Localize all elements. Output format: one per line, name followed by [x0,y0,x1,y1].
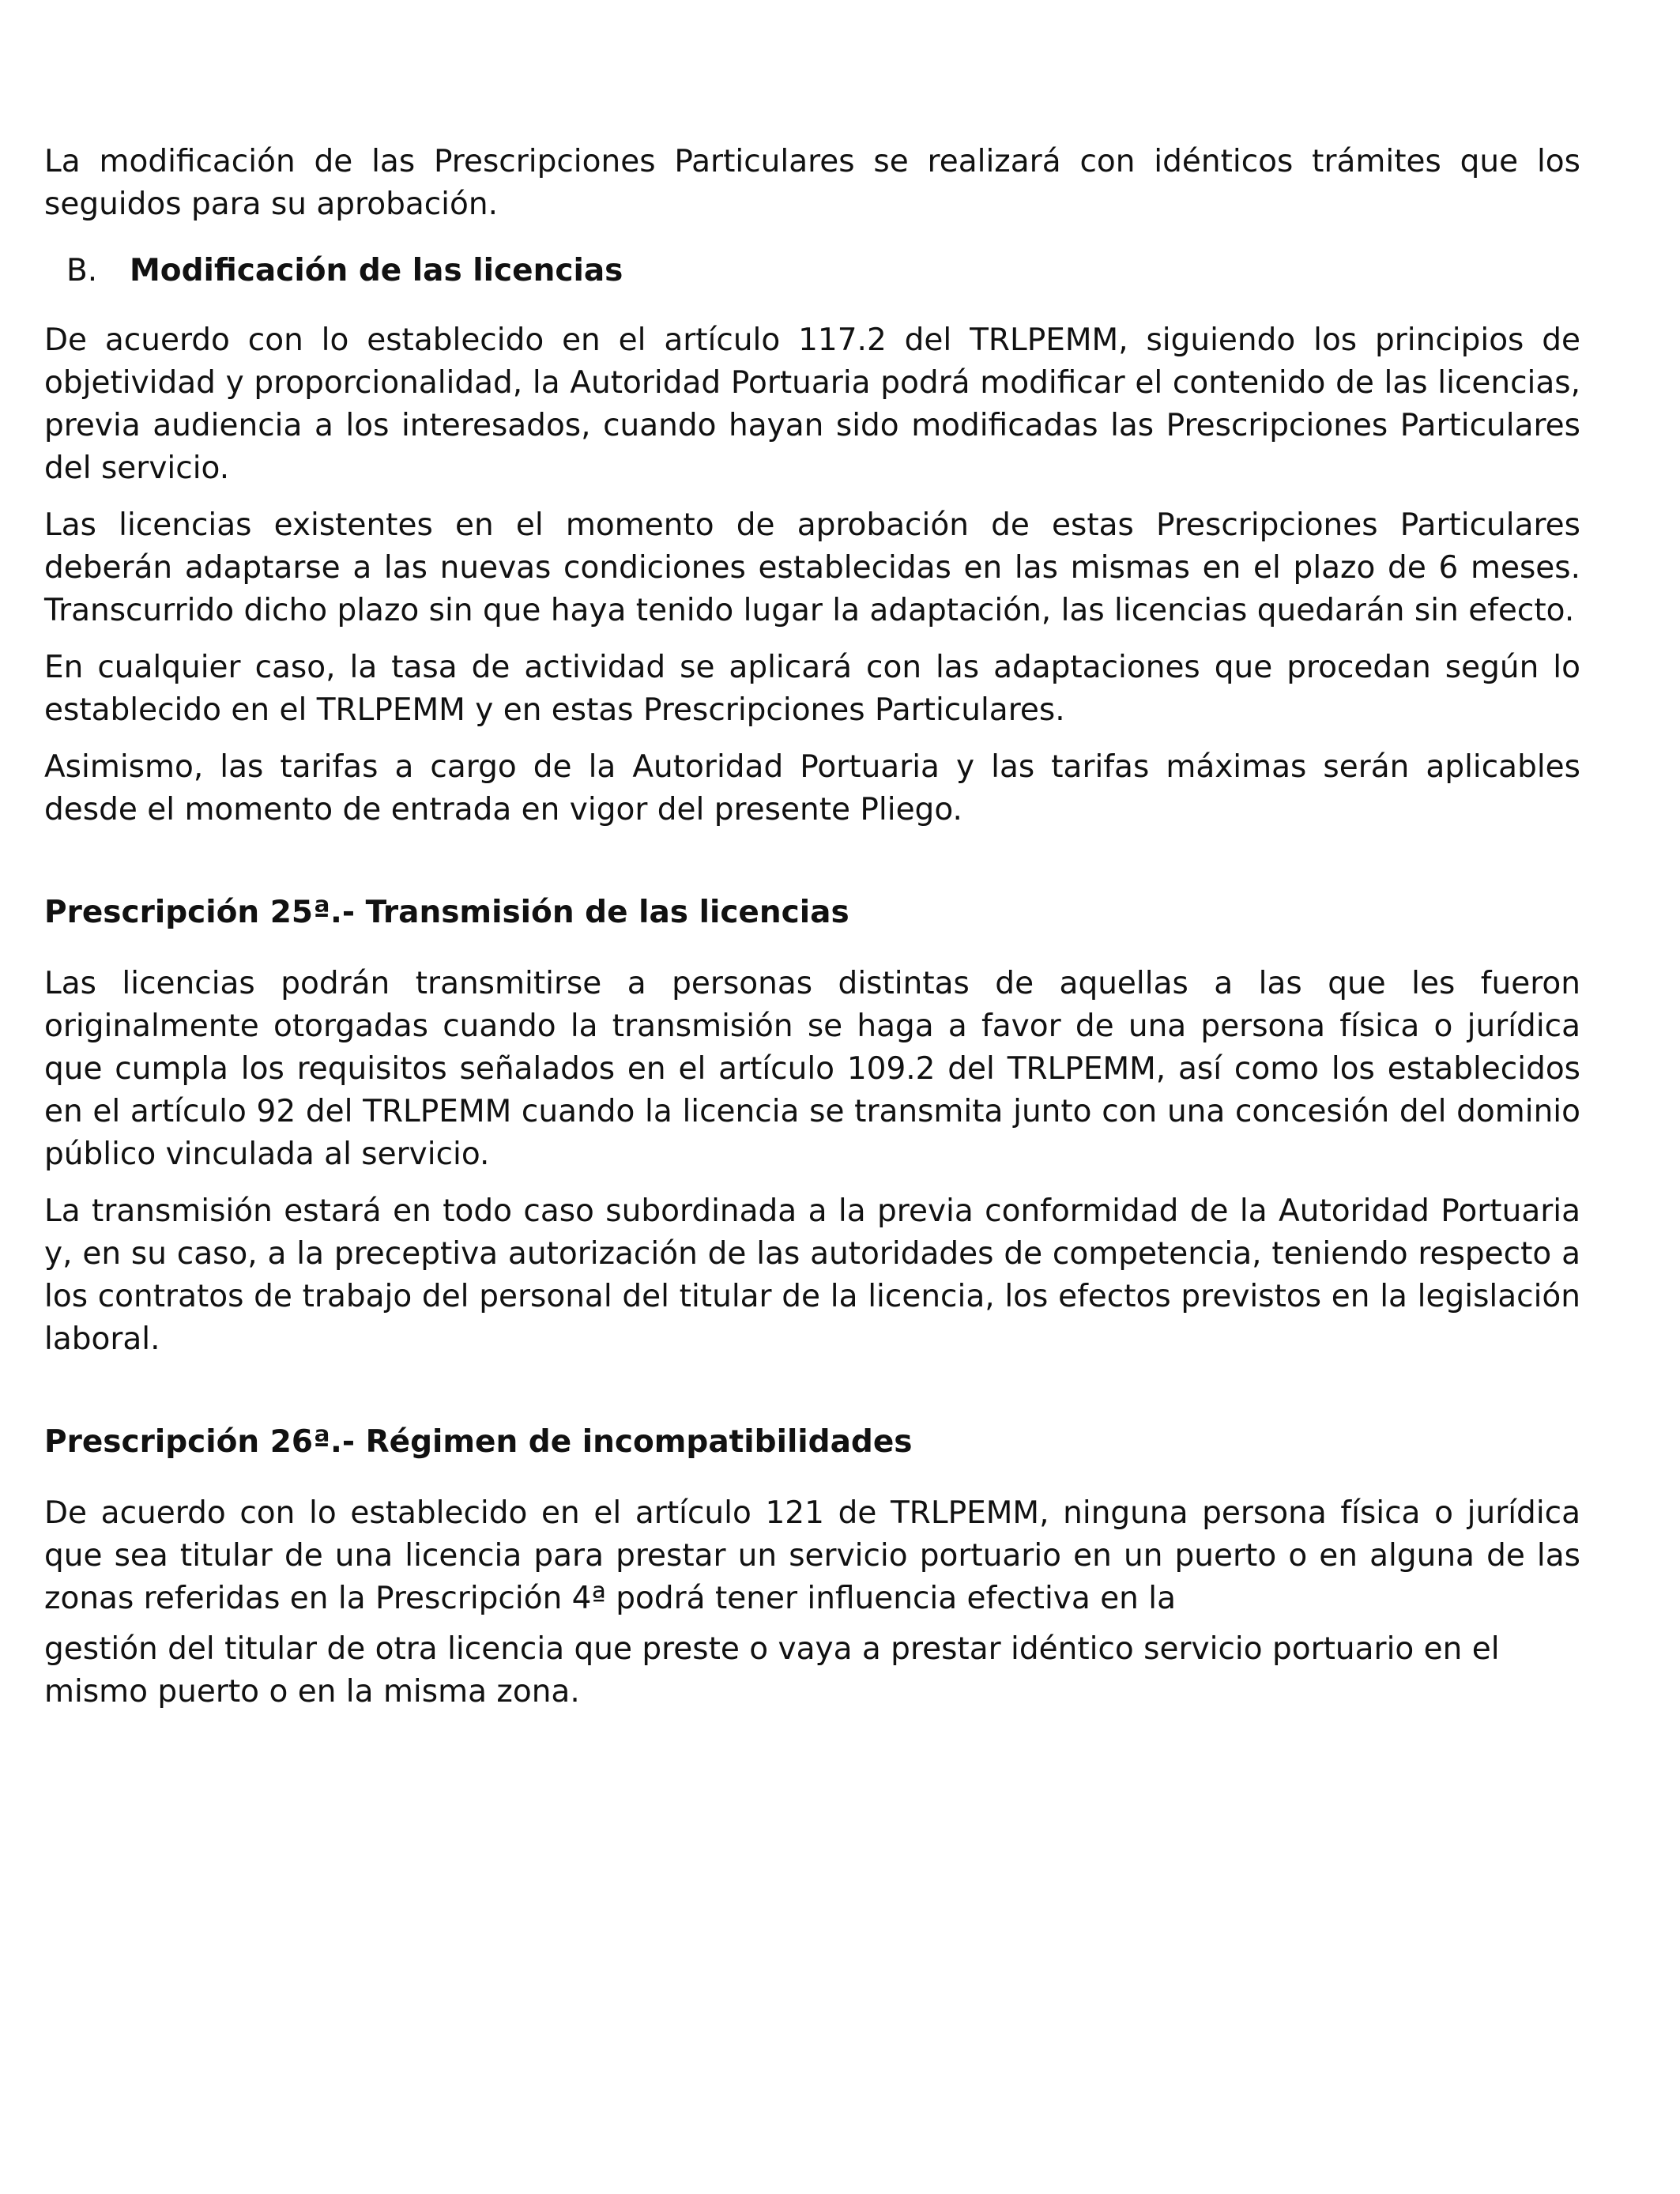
intro-paragraph: La modificación de las Prescripciones Particulares se realizará con idénticos trámites que los seguidos para su aprobación. [44,144,1580,222]
document-page [44,141,1580,1728]
section-b-paragraph-4: Asimismo, las tarifas a cargo de la Autoridad Portuaria y las tarifas máximas serán aplicables desde el momento de entrada en vigor del presente Pliego. [44,749,1580,827]
prescripcion-26-paragraph-part-1: De acuerdo con lo establecido en el artículo 121 de TRLPEMM, ninguna persona física o jurídica que sea titular de una licencia para prestar un servicio portuario en un puerto o en alguna de las zonas referidas en la Prescripción 4ª podrá tener influencia efectiva en la [44,1495,1580,1616]
section-b-title: Modificación de las licencias [130,253,623,288]
prescripcion-26-heading: Prescripción 26ª.- Régimen de incompatibilidades [44,1424,913,1460]
prescripcion-26-paragraph-part-2: gestión del titular de otra licencia que preste o vaya a prestar idéntico servicio portuario en el mismo puerto o en la misma zona. [44,1631,1500,1710]
prescripcion-25-heading: Prescripción 25ª.- Transmisión de las licencias [44,895,849,930]
section-b-letter: B. [66,253,98,288]
section-b-paragraph-1: De acuerdo con lo establecido en el artículo 117.2 del TRLPEMM, siguiendo los principios de objetividad y proporcionalidad, la Autoridad Portuaria podrá modificar el contenido de las licencias, previa audiencia a los interesados, cuando hayan sido modificadas las Prescripciones Particulares del servicio. [44,322,1580,486]
prescripcion-25-paragraph-1: Las licencias podrán transmitirse a personas distintas de aquellas a las que les fueron originalmente otorgadas cuando la transmisión se haga a favor de una persona física o jurídica que cumpla los requisitos señalados en el artículo 109.2 del TRLPEMM, así como los establecidos en el artículo 92 del TRLPEMM cuando la licencia se transmita junto con una concesión del dominio público vinculada al servicio. [44,966,1580,1172]
section-b-paragraph-2: Las licencias existentes en el momento de aprobación de estas Prescripciones Particulares deberán adaptarse a las nuevas condiciones establecidas en las mismas en el plazo de 6 meses. Transcurrido dicho plazo sin que haya tenido lugar la adaptación, las licencias quedarán sin efecto. [44,507,1580,628]
prescripcion-25-paragraph-2: La transmisión estará en todo caso subordinada a la previa conformidad de la Autoridad Portuaria y, en su caso, a la preceptiva autorización de las autoridades de competencia, teniendo respecto a los contratos de trabajo del personal del titular de la licencia, los efectos previstos en la legislación laboral. [44,1193,1580,1357]
section-b-paragraph-3: En cualquier caso, la tasa de actividad se aplicará con las adaptaciones que procedan según lo establecido en el TRLPEMM y en estas Prescripciones Particulares. [44,650,1580,728]
section-b-heading [66,250,1580,292]
